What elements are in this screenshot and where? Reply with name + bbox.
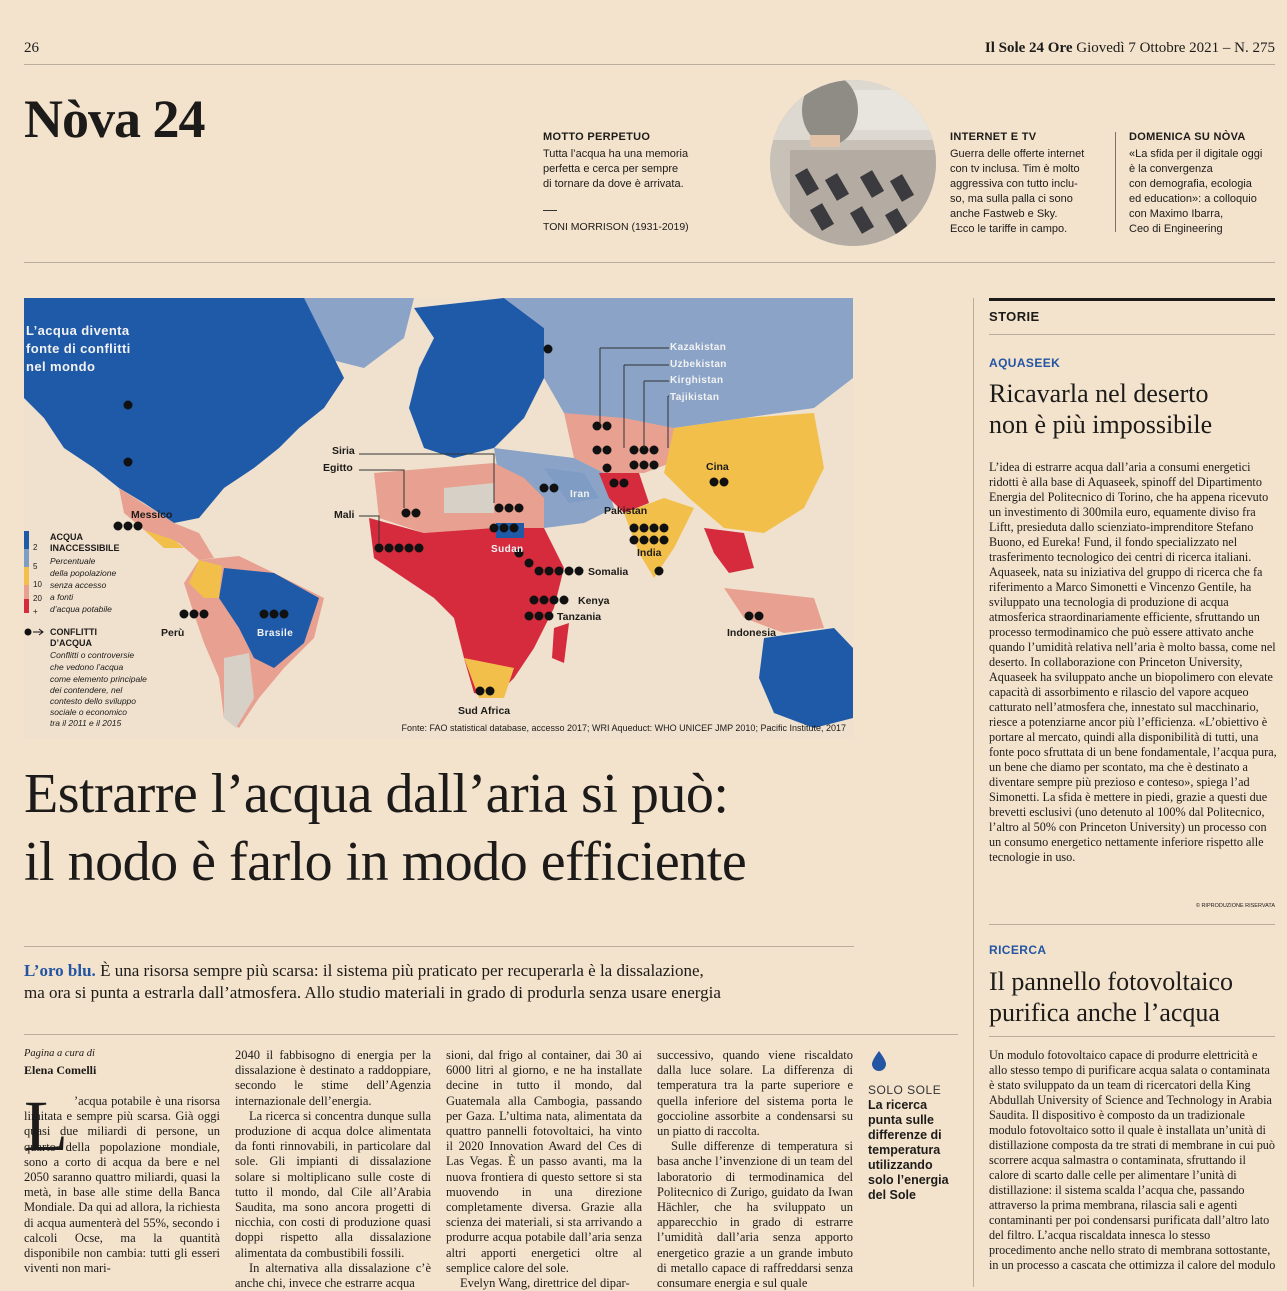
paragraph: In alternativa alla dissalazione c’è anche chi, invece che estrarre acqua (235, 1260, 431, 1291)
paragraph: sioni, dal frigo al container, dai 30 ai 6000 litri al giorno, e ne ha installate decine in tutto il mondo, dal Guatemala alla Cambogia, passando per Gaza. L’ultima nata, alimentata da quattro pannelli fotovoltaici, ha vinto il 2020 Innovation Award del Ces di Las Vegas. È un passo avanti, ma la nuova frontiera di questo settore si sta muovendo in una direzione completamente diversa. Grazie alla scienza dei materiali, si sta arrivando a produrre acqua potabile dall’aria senza altri apporti energetici oltre al semplice calore del sole. (446, 1048, 642, 1275)
paragraph: Evelyn Wang, direttrice del dipar- (460, 1276, 630, 1291)
domenica-line: Ceo di Engineering (1129, 223, 1223, 235)
legend-conflict-desc: Conflitti o controversie (50, 650, 135, 660)
water-drop-icon (870, 1050, 888, 1077)
map-title-line: L’acqua diventa (26, 323, 130, 338)
map-label-indonesia: Indonesia (727, 627, 777, 639)
quote-block (543, 130, 713, 192)
legend-scale: 2 (33, 543, 38, 552)
map-label-mali: Mali (334, 509, 355, 521)
headline-line-1: Estrarre l’acqua dall’aria si può: (24, 763, 729, 825)
paragraph: ’acqua potabile è una risorsa limitata e sempre più scarsa. Già oggi quasi due miliardi di persone, un quarto della popolazione mondiale, sono a corto di acqua da bere e nel 2050 saranno quattro miliardi, quasi la metà, in base alle stime della Banca Mondiale. Da qui ad allora, la richiesta di acqua aumenterà del 55%, secondo i calcoli Ocse, ma la quantità disponibile non cambia: tutti gli esseri viventi non mari- (24, 1094, 220, 1276)
story1-headline-line: Ricavarla nel deserto (989, 379, 1209, 408)
legend-conflict-desc: sociale o economico (50, 707, 128, 717)
story1-body: L’idea di estrarre acqua dall’aria a consumi energetici ridotti è alla base di Aquaseek, spinoff del Dipartimento Energia del Politecnico di Torino, che ha appena ricevuto un investimento di 300mila euro, equamente diviso fra Liftt, presieduta dallo scienziato-imprenditore Stefano Buono, ed Eureka! Fund, il fondo specializzato nel trasferimento tecnologico dei centri di ricerca italiani. Aquaseek, nata su iniziativa del gruppo di ricerca che fa riferimento a Marco Simonetti e Vincenzo Gentile, ha sviluppato una tecnologia di produzione di acqua atmosferica straordinariamente efficiente, sfruttando un processo termodinamico che può essere attivato anche quando l’umidità relativa nell’aria è molto bassa, come nel deserto. In collaborazione con Princeton University, Aquaseek ha sviluppato anche un biopolimero con elevate capacità di assorbimento e rilascio del vapore acqueo catturato nell’atmosfera che, innestato sul macchinario, riesce a potenziarne ancor più l’efficienza. «L’obiettivo è portare al mercato, quindi alla disponibilità di tutti, una fonte poco sfruttata di un bene fondamentale, l’acqua pura, un bene che diamo per scontato, ma che è destinato a diventare sempre più prezioso e conteso», spiega l’ad Simonetti. La sfida è mettere in piedi, grazie a questi due brevetti esclusivi (uno detenuto al 100% dal Politecnico, l’altro al 50% con Princeton University) un processo con un consumo energetico nettamente inferiore rispetto alle tecnologie in uso. (989, 460, 1277, 864)
story2-kicker: RICERCA (989, 943, 1047, 957)
internet-tv-line: con tv inclusa. Tim è molto (950, 163, 1080, 175)
story2-body: Un modulo fotovoltaico capace di produrre elettricità e allo stesso tempo di purificare acqua salata o contaminata è stato sviluppato da un team di ricercatori della King Abdullah University of Science and Technology in Arabia Saudita. Il dispositivo è composto da un tradizionale modulo fotovoltaico sotto il quale è installata un’unità di distillazione composta da tre strati di membrane in cui può scorrere acqua salmastra o contaminata, sfruttando il calore di scarto dalle celle per alimentare l’unità di distillazione: il sistema scalda l’acqua che, passando attraverso la prima membrana, rilascia sali e agenti contaminanti per poi condensarsi purificata dall’altro lato del filtro. L’acqua riscaldata innesca lo stesso procedimento anche nello strato di membrana sottostante, in un processo a cascata che ottimizza il calore del modulo (989, 1048, 1276, 1272)
map-label-tanzania: Tanzania (557, 611, 602, 623)
side-note-kicker: SOLO SOLE (868, 1083, 942, 1097)
internet-tv-kicker: INTERNET E TV (950, 131, 1037, 143)
paragraph: La ricerca si concentra dunque sulla produzione di acqua dolce alimentata da fonti rinnovabili, in particolare dal sole. Gli impianti di dissalazione solare si moltiplicano sulle coste di tutto il mondo, dal Cile all’Arabia Saudita, ma sono ancora progetti di nicchia, con costi di produzione quasi doppi rispetto alla dissalazione alimentata da combustibili fossili. (235, 1108, 431, 1260)
story1-headline (989, 378, 1279, 440)
legend-conflict-desc: tra il 2011 e il 2015 (50, 718, 122, 728)
map-label-sud-africa: Sud Africa (458, 705, 511, 717)
legend-water-desc: Percentuale (50, 556, 96, 566)
legend-conflict-desc: che vedono l’acqua (50, 662, 124, 672)
internet-tv-line: Ecco le tariffe in campo. (950, 223, 1068, 235)
story1-kicker: AQUASEEK (989, 356, 1061, 370)
legend-water-desc: della popolazione (50, 568, 117, 578)
legend-conflict-desc: come elemento principale (50, 674, 147, 684)
paragraph: successivo, quando viene riscaldato dalla luce solare. La differenza di temperatura tra la parte superiore e quella inferiore del sistema porta le goccioline assorbite a condensarsi su un piatto di raccolta. (657, 1048, 853, 1139)
domenica-line: «La sfida per il digitale oggi (1129, 148, 1263, 160)
legend-conflict-desc: dei contendere, nel (50, 685, 123, 695)
smartphones-photo (770, 80, 936, 246)
internet-tv-line: aggressiva con tutto inclu- (950, 178, 1078, 190)
story2-headline-line: Il pannello fotovoltaico (989, 967, 1234, 996)
map-label-kirghistan: Kirghistan (670, 375, 724, 386)
paragraph: Sulle differenze di temperatura si basa anche l’invenzione di un team del laboratorio di termodinamica del Politecnico di Zurigo, guidato da Iwan Hächler, che ha sviluppato un apparecchio in grado di estrarre l’umidità dall’aria senza apporto energetico grazie a un grande imbuto di metallo capace di raffreddarsi senza consumare energia e sul quale (657, 1139, 853, 1291)
internet-tv-line: anche Fastweb e Sky. (950, 208, 1058, 220)
deck-line-1: È una risorsa sempre più scarsa: il sistema più praticato per recuperarla è la dissalazione, (95, 961, 704, 980)
article-headline (24, 760, 864, 896)
map-label-messico: Messico (131, 509, 173, 521)
map-source: Fonte: FAO statistical database, accesso 2017; WRI Aqueduct: WHO UNICEF JMP 2010; Pacific Institute, 2017 (401, 723, 846, 733)
map-label-india: India (637, 547, 662, 559)
legend-water-desc: a fonti (50, 592, 74, 602)
map-label-iran: Iran (570, 489, 590, 500)
legend-conflict-title: CONFLITTI (50, 627, 97, 637)
article-deck (24, 960, 854, 1004)
legend-scale: + (33, 607, 38, 616)
sidebar-top-bar (989, 298, 1275, 301)
body-top-rule (24, 1034, 958, 1035)
header-col-divider (1115, 132, 1116, 232)
paragraph: 2040 il fabbisogno di energia per la dissalazione è destinato a raddoppiare, secondo le stime dell’Agenzia internazionale dell’energia. (235, 1048, 431, 1108)
map-label-uzbekistan: Uzbekistan (670, 359, 727, 370)
deck-rule (24, 946, 854, 947)
internet-tv-block (950, 130, 1110, 237)
map-title-line: fonte di conflitti (26, 341, 131, 356)
map-label-egitto: Egitto (323, 462, 353, 474)
story2-headline-line: purifica anche l’acqua (989, 998, 1220, 1027)
sidebar-title: STORIE (989, 309, 1040, 324)
masthead-name: Il Sole 24 Ore (984, 40, 1073, 56)
map-label-siria: Siria (332, 445, 355, 457)
sidebar-title-rule (989, 334, 1275, 335)
legend-conflict-desc: contesto dello sviluppo (50, 696, 137, 706)
map-label-kenya: Kenya (578, 595, 610, 607)
article-column-1 (24, 1094, 220, 1276)
legend-scale: 20 (33, 594, 42, 603)
quote-line: di tornare da dove è arrivata. (543, 178, 684, 190)
article-column-4 (657, 1048, 853, 1291)
domenica-kicker: DOMENICA SU NÒVA (1129, 131, 1246, 143)
legend-conflict-title: D’ACQUA (50, 638, 92, 648)
story2-head-rule (989, 1036, 1275, 1037)
map-label-cina: Cina (706, 461, 729, 473)
masthead-date: Giovedì 7 Ottobre 2021 – N. 275 (1076, 40, 1275, 56)
masthead (985, 40, 1275, 57)
map-title-line: nel mondo (26, 359, 96, 374)
map-label-peru: Perù (161, 627, 185, 639)
deck-lead: L’oro blu. (24, 961, 96, 980)
map-label-kazakistan: Kazakistan (670, 342, 727, 353)
legend-water-desc: senza accesso (50, 580, 107, 590)
quote-line: Tutta l’acqua ha una memoria (543, 148, 689, 160)
legend-water-desc: d’acqua potabile (50, 604, 112, 614)
header-bottom-rule (24, 262, 1275, 263)
internet-tv-line: Guerra delle offerte internet (950, 148, 1085, 160)
side-note-text: La ricerca punta sulle differenze di temperatura utilizzando solo l’energia del Sole (868, 1098, 949, 1202)
byline-label: Pagina a cura di (24, 1048, 95, 1059)
section-title: Nòva 24 (24, 89, 205, 149)
page-number: 26 (24, 40, 39, 56)
domenica-line: con Maximo Ibarra, (1129, 208, 1224, 220)
map-label-brasile: Brasile (257, 628, 294, 639)
quote-line: perfetta e cerca per sempre (543, 163, 679, 175)
domenica-line: con demografia, ecologia (1129, 178, 1252, 190)
story1-headline-line: non è più impossibile (989, 410, 1213, 439)
sidebar-divider (973, 298, 974, 1287)
story2-headline (989, 966, 1279, 1028)
drop-cap: L (24, 1086, 68, 1166)
domenica-block (1129, 130, 1279, 237)
water-conflict-map (24, 298, 853, 738)
quote-kicker: MOTTO PERPETUO (543, 131, 651, 143)
legend-water-title: ACQUA (50, 532, 83, 542)
byline-name: Elena Comelli (24, 1063, 97, 1077)
headline-line-2: il nodo è farlo in modo efficiente (24, 831, 747, 893)
map-label-sudan: Sudan (491, 544, 524, 555)
domenica-line: è la convergenza (1129, 163, 1213, 175)
legend-scale: 5 (33, 562, 38, 571)
domenica-line: ed education»: a colloquio (1129, 193, 1257, 205)
sidebar-story-rule (989, 924, 1275, 925)
deck-line-2: ma ora si punta a estrarla dall’atmosfera. Allo studio materiali in grado di produrla senza usare energia (24, 983, 721, 1002)
story1-copyright: © RIPRODUZIONE RISERVATA (1195, 903, 1275, 909)
article-column-2 (235, 1048, 431, 1291)
internet-tv-line: so, ma sulla palla ci sono (950, 193, 1073, 205)
header-rule (24, 64, 1275, 65)
legend-scale: 10 (33, 580, 42, 589)
map-label-somalia: Somalia (588, 566, 629, 578)
legend-water-title: INACCESSIBILE (50, 543, 120, 553)
quote-dash (543, 210, 557, 211)
map-label-pakistan: Pakistan (604, 505, 648, 517)
map-label-tajikistan: Tajikistan (670, 392, 720, 403)
article-column-3 (446, 1048, 642, 1291)
quote-author: TONI MORRISON (1931-2019) (543, 221, 689, 233)
